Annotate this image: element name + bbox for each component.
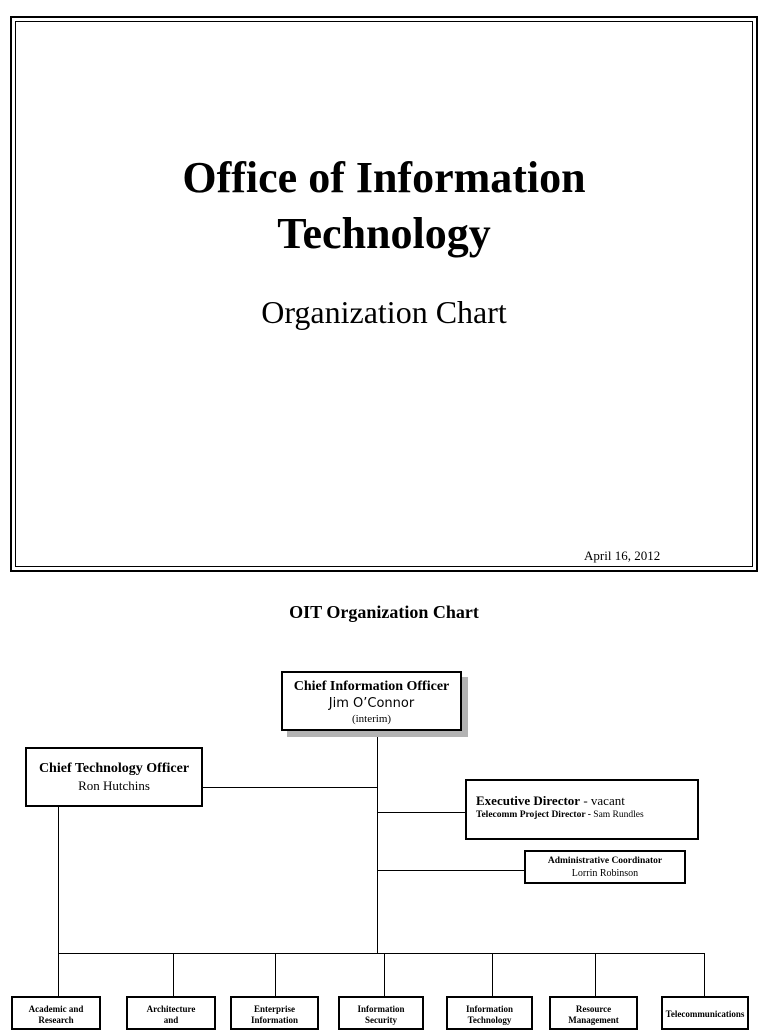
connector-dept-1 [58,953,59,997]
dept-architecture [126,996,216,1030]
cover-title-line1: Office of Information [182,153,586,202]
connector-cio-trunk [377,730,378,954]
cto-title: Chief Technology Officer [38,761,190,776]
dept-information-security [338,996,424,1030]
dept-line1: Telecommunications [665,1009,745,1019]
telecomm-director-line [476,809,697,821]
dept-line2: Technology [467,1015,512,1025]
dept-information-technology [446,996,533,1030]
connector-dept-5 [492,953,493,997]
cover-frame [10,16,758,572]
cio-note: (interim) [351,713,392,725]
cover-title [16,150,752,262]
cto-name: Ron Hutchins [78,778,150,793]
exec-director-box [465,779,699,840]
cover-date: April 16, 2012 [584,548,661,563]
connector-admin-horizontal [377,870,525,871]
dept-line1: Information [357,1004,405,1014]
admin-coordinator-box [524,850,686,884]
dept-line2: Information [251,1015,298,1025]
connector-dept-4 [384,953,385,997]
connector-cto-trunk [58,806,59,954]
admin-coordinator-title: Administrative Coordinator [547,856,663,866]
telecomm-director-title: Telecomm Project Director - [476,810,591,820]
cover-subtitle: Organization Chart [261,294,507,330]
dept-line1: Information [466,1004,513,1014]
dept-line2: and [163,1015,179,1025]
dept-line1: Enterprise [254,1004,295,1014]
telecomm-director-name: Sam Rundles [590,810,644,820]
exec-director-title: Executive Director [476,793,581,808]
cio-title: Chief Information Officer [293,679,450,694]
dept-enterprise-information [230,996,319,1030]
dept-line1: Resource [575,1004,612,1014]
connector-cto-horizontal [202,787,378,788]
connector-dept-3 [275,953,276,997]
cio-box [281,671,462,731]
connector-dept-7 [704,953,705,997]
dept-academic-research [11,996,101,1030]
dept-resource-management [549,996,638,1030]
connector-dept-bus [58,953,704,954]
cto-box [25,747,203,807]
cover-title-line2: Technology [277,209,491,258]
dept-line2: Security [365,1015,397,1025]
cover-inner-frame [15,21,753,567]
dept-line2: Management [568,1015,619,1025]
admin-coordinator-name: Lorrin Robinson [571,868,639,879]
chart-heading: OIT Organization Chart [289,602,479,622]
dept-line2: Research [38,1015,74,1025]
dept-line1: Architecture [146,1004,196,1014]
connector-dept-6 [595,953,596,997]
dept-telecommunications [661,996,749,1030]
exec-director-status: - vacant [580,793,625,808]
exec-director-line [476,793,697,809]
dept-line1: Academic and [28,1004,84,1014]
connector-dept-2 [173,953,174,997]
connector-exec-horizontal [377,812,466,813]
cio-name: Jim O’Connor [328,696,415,711]
